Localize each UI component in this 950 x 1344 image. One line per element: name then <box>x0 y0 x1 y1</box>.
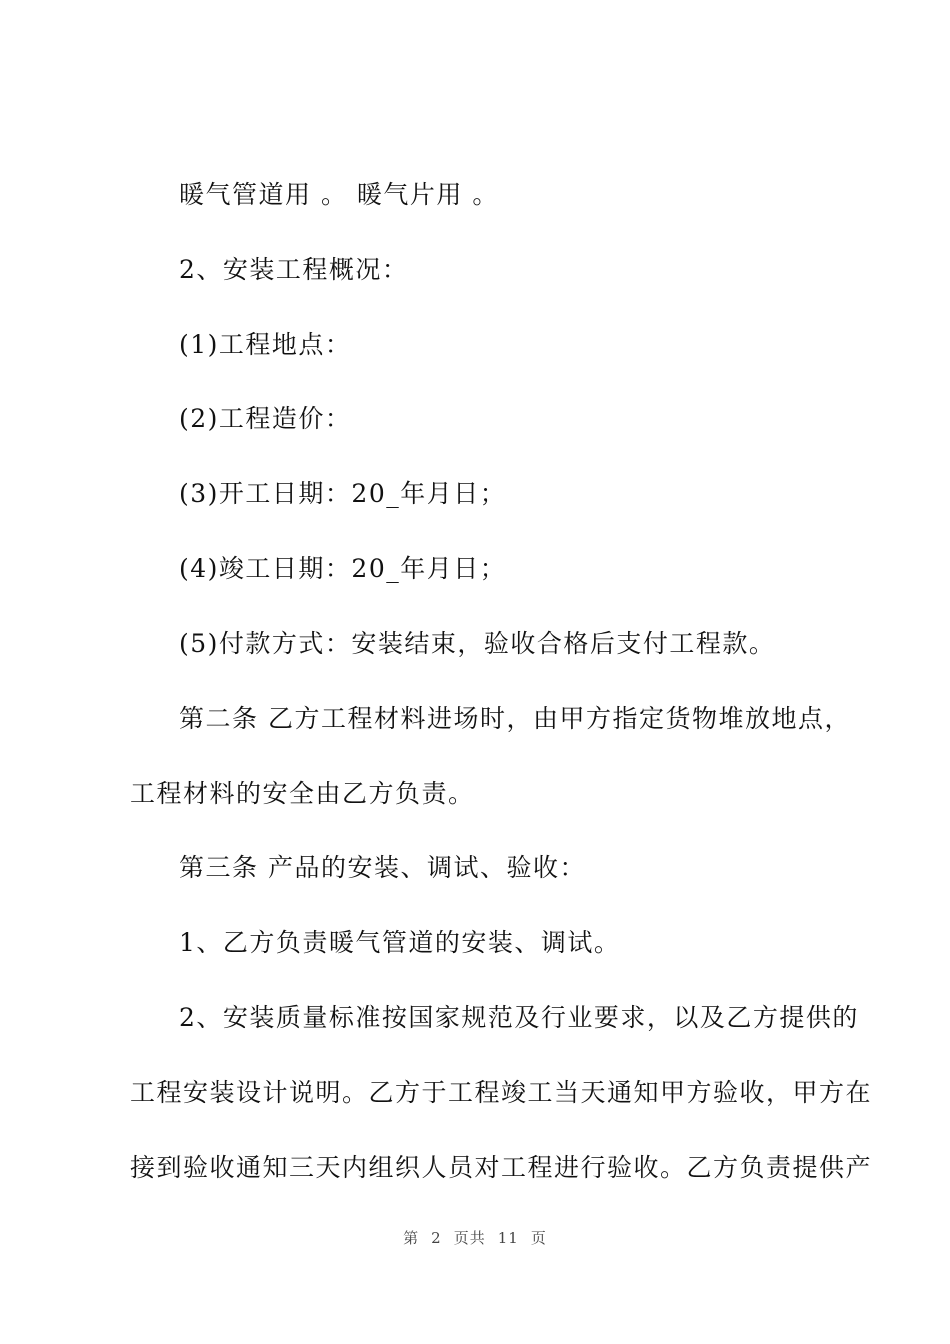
text-line-item-2-cont-2: 接到验收通知三天内组织人员对工程进行验收。乙方负责提供产 <box>130 1153 873 1182</box>
text-line-heating-usage: 暖气管道用 。 暖气片用 。 <box>179 180 499 209</box>
footer-prefix: 第 <box>403 1229 420 1247</box>
text-line-item-2: 2、安装质量标准按国家规范及行业要求，以及乙方提供的 <box>179 1003 859 1032</box>
footer-total-pages: 11 <box>497 1229 519 1247</box>
footer-suffix: 页 <box>530 1229 547 1247</box>
text-line-item-2-cont-1: 工程安装设计说明。乙方于工程竣工当天通知甲方验收，甲方在 <box>130 1078 873 1107</box>
text-line-item-1: 1、乙方负责暖气管道的安装、调试。 <box>179 928 621 957</box>
text-line-completion-date: (4)竣工日期：20_年月日； <box>179 554 507 583</box>
text-line-article-2-cont: 工程材料的安全由乙方负责。 <box>130 779 475 808</box>
footer-middle: 页共 <box>453 1229 486 1247</box>
text-line-article-2: 第二条 乙方工程材料进场时，由甲方指定货物堆放地点， <box>179 704 851 733</box>
text-line-location: (1)工程地点： <box>179 330 352 359</box>
footer-current-page: 2 <box>431 1229 442 1247</box>
text-line-article-3: 第三条 产品的安装、调试、验收： <box>179 853 586 882</box>
text-line-cost: (2)工程造价： <box>179 404 352 433</box>
text-line-section-overview: 2、安装工程概况： <box>179 255 409 284</box>
text-line-start-date: (3)开工日期：20_年月日； <box>179 479 507 508</box>
text-line-payment: (5)付款方式：安装结束，验收合格后支付工程款。 <box>179 629 776 658</box>
page-footer <box>0 1228 950 1248</box>
